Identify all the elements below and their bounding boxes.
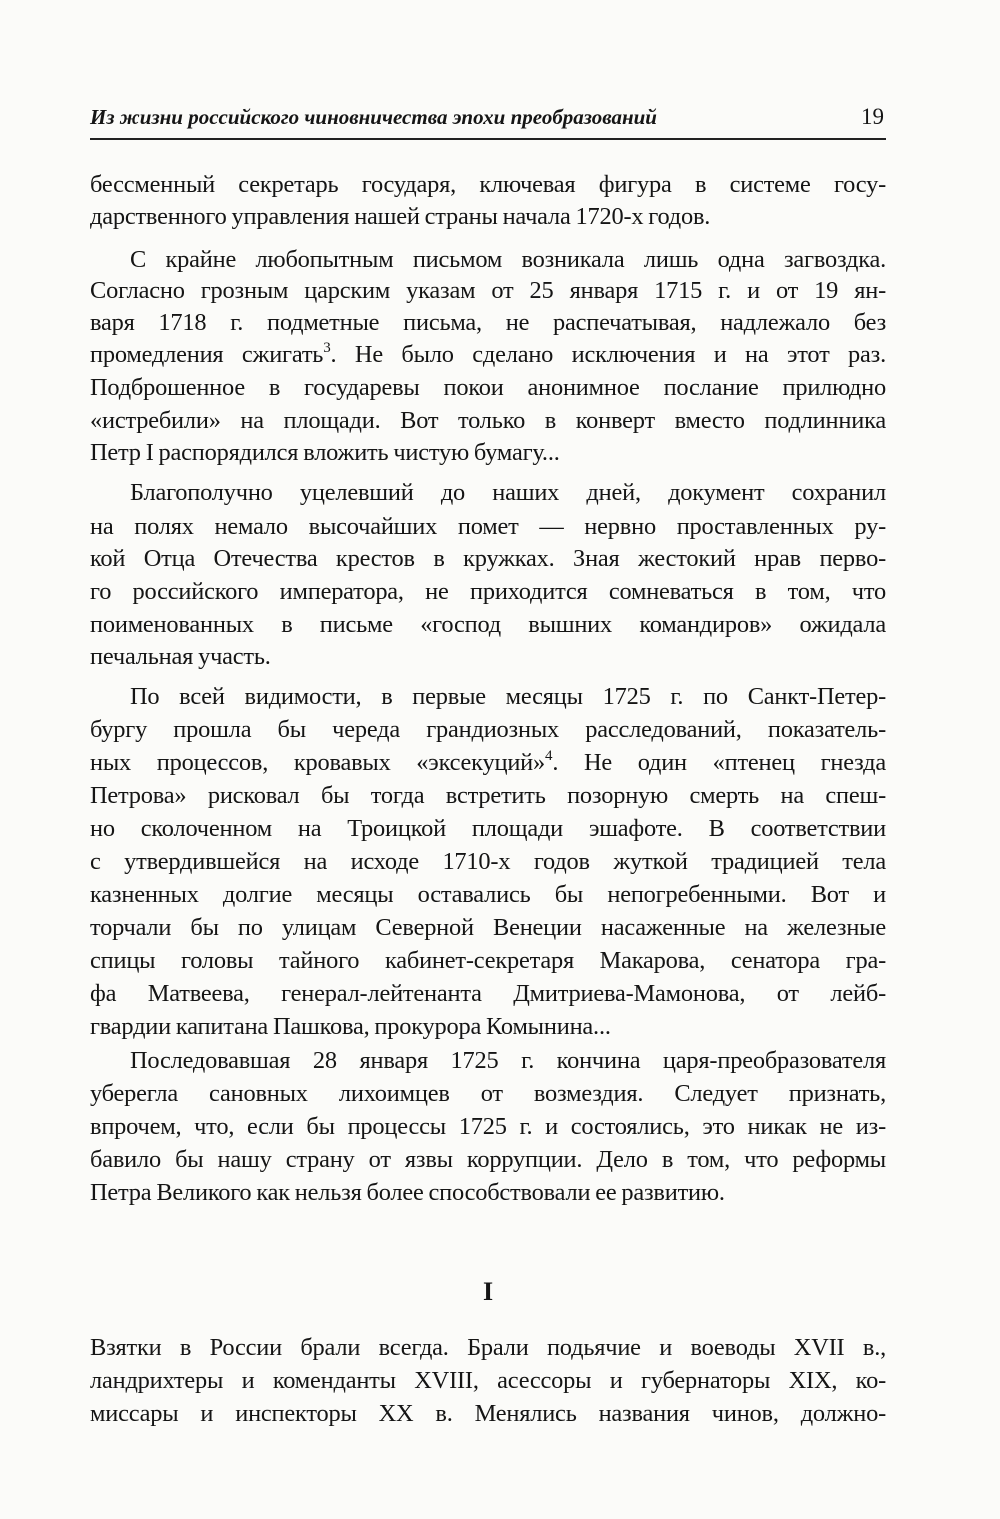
- text-line: го российского императора, не приходится сомневаться в том, что: [90, 578, 886, 605]
- text-line: ландрихтеры и коменданты XVIII, асессоры и губернаторы XIX, ко-: [90, 1367, 886, 1394]
- text-line: впрочем, что, если бы процессы 1725 г. и состоялись, это никак не из-: [90, 1113, 886, 1140]
- text-line: на полях немало высочайших помет — нервно проставленных ру-: [90, 513, 886, 540]
- running-header: [90, 102, 886, 140]
- text-line: бургу прошла бы череда грандиозных расследований, показатель-: [90, 716, 886, 743]
- page-number: 19: [861, 104, 884, 129]
- section-heading: I: [482, 1277, 494, 1306]
- text-line: торчали бы по улицам Северной Венеции насаженные на железные: [90, 914, 886, 941]
- text-line: Взятки в России брали всегда. Брали подьячие и воеводы XVII в.,: [90, 1334, 886, 1361]
- text-line: печальная участь.: [90, 643, 271, 670]
- footnote-ref: 4: [545, 748, 553, 764]
- text-line: спицы головы тайного кабинет-секретаря Макарова, сенатора гра-: [90, 947, 886, 974]
- text-line: фа Матвеева, генерал-лейтенанта Дмитриева-Мамонова, от лейб-: [90, 980, 886, 1007]
- text-line: уберегла сановных лихоимцев от возмездия. Следует признать,: [90, 1080, 886, 1107]
- text-line: Петра Великого как нельзя более способствовали ее развитию.: [90, 1179, 725, 1206]
- text-line: Петрова» рисковал бы тогда встретить позорную смерть на спеш-: [90, 782, 886, 809]
- text-line: ных процессов, кровавых «эксекуций»$^4$. Не один «птенец гнезда: [90, 748, 886, 776]
- text-line: казненных долгие месяцы оставались бы непогребенными. Вот и: [90, 881, 886, 908]
- text-line: варя 1718 г. подметные письма, не распечатывая, надлежало без: [90, 309, 886, 336]
- footnote-ref: 3: [323, 340, 331, 356]
- text-line: миссары и инспекторы XX в. Менялись названия чинов, должно-: [90, 1400, 886, 1427]
- text-line: По всей видимости, в первые месяцы 1725 г. по Санкт-Петер-: [130, 683, 886, 710]
- text-line: Подброшенное в государевы покои анонимное послание прилюдно: [90, 374, 886, 401]
- text-line: кой Отца Отечества крестов в кружках. Зная жестокий нрав перво-: [90, 545, 886, 572]
- text-line: Благополучно уцелевший до наших дней, документ сохранил: [130, 479, 886, 506]
- text-line: промедления сжигать$^3$. Не было сделано исключения и на этот раз.: [90, 340, 886, 368]
- text-line: поименованных в письме «господ вышних командиров» ожидала: [90, 611, 886, 638]
- text-line: но сколоченном на Троицкой площади эшафоте. В соответствии: [90, 815, 886, 842]
- text-line: бавило бы нашу страну от язвы коррупции. Дело в том, что реформы: [90, 1146, 886, 1173]
- running-title: Из жизни российского чиновничества эпохи преобразований: [90, 105, 657, 129]
- text-line: дарственного управления нашей страны начала 1720-х годов.: [90, 203, 711, 230]
- text-line: Петр I распорядился вложить чистую бумагу...: [90, 439, 560, 466]
- text-line: «истребили» на площади. Вот только в конверт вместо подлинника: [90, 407, 886, 434]
- text-line: Согласно грозным царским указам от 25 января 1715 г. и от 19 ян-: [90, 277, 886, 304]
- text-line: С крайне любопытным письмом возникала лишь одна загвоздка.: [130, 246, 886, 273]
- text-line: бессменный секретарь государя, ключевая фигура в системе госу-: [90, 171, 886, 198]
- text-line: Последовавшая 28 января 1725 г. кончина царя-преобразователя: [130, 1047, 886, 1074]
- text-line: гвардии капитана Пашкова, прокурора Комынина...: [90, 1013, 611, 1040]
- text-line: с утвердившейся на исходе 1710-х годов жуткой традицией тела: [90, 848, 886, 875]
